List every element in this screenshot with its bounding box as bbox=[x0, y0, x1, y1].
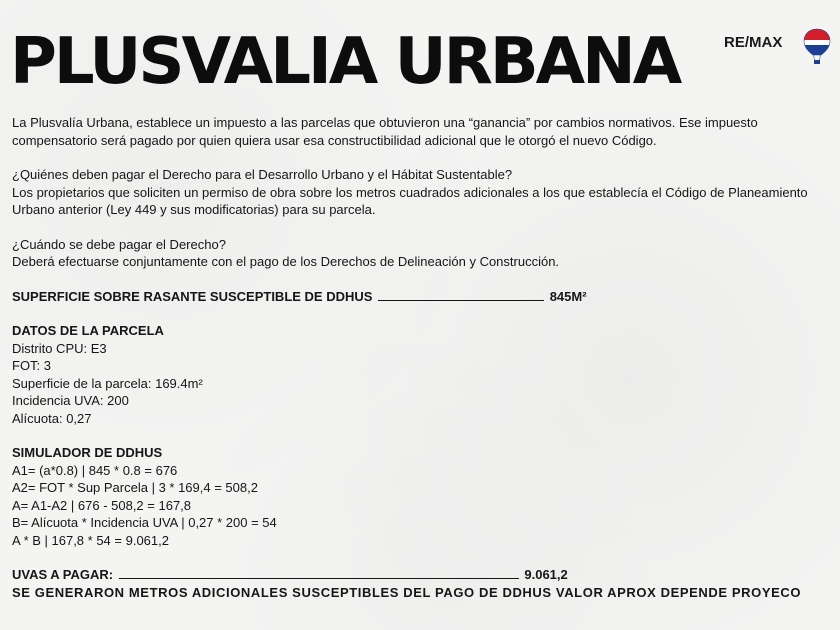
who-answer-line-2: Urbano anterior (Ley 449 y sus modificatorias) para su parcela. bbox=[12, 202, 376, 217]
hot-air-balloon-icon bbox=[803, 28, 831, 66]
parcel-item: Alícuota: 0,27 bbox=[12, 410, 92, 426]
simulator-item: B= Alícuota * Incidencia UVA | 0,27 * 200 = 54 bbox=[12, 515, 277, 530]
document-body bbox=[12, 114, 832, 601]
intro-text-line-1: La Plusvalía Urbana, establece un impuesto a las parcelas que obtuvieron una “ganancia” por cambios normativos. Ese impuesto bbox=[12, 115, 758, 130]
total-value: 9.061,2 bbox=[524, 567, 568, 582]
simulator-item: A= A1-A2 | 676 - 508,2 = 167,8 bbox=[12, 497, 192, 513]
footer-note: SE GENERARON METROS ADICIONALES SUSCEPTIBLES DEL PAGO DE DDHUS VALOR APROX DEPENDE PROYECO bbox=[12, 584, 802, 600]
surface-label: SUPERFICIE SOBRE RASANTE SUSCEPTIBLE DE DDHUS bbox=[12, 288, 373, 304]
surface-row bbox=[12, 288, 832, 306]
brand-name: RE/MAX bbox=[724, 34, 783, 51]
surface-value: 845M² bbox=[549, 288, 587, 304]
total-row bbox=[12, 566, 832, 584]
fill-line bbox=[119, 578, 519, 579]
fill-line bbox=[378, 300, 544, 301]
who-answer-line-1: Los propietarios que soliciten un permiso de obra sobre los metros cuadrados adicionales a los que establecía el Código de Planeamiento bbox=[12, 184, 808, 200]
total-label: UVAS A PAGAR: bbox=[12, 567, 114, 582]
parcel-item: FOT: 3 bbox=[12, 358, 52, 373]
parcel-item: Superficie de la parcela: 169.4m² bbox=[12, 375, 203, 391]
simulator-item: A1= (a*0.8) | 845 * 0.8 = 676 bbox=[12, 462, 178, 478]
parcel-item: Distrito CPU: E3 bbox=[12, 340, 107, 356]
parcel-item: Incidencia UVA: 200 bbox=[12, 393, 129, 408]
intro-text-line-2: compensatorio será pagado por quien quiera usar esa constructibilidad adicional que le otorgó el nuevo Código. bbox=[12, 132, 657, 148]
when-question: ¿Cuándo se debe pagar el Derecho? bbox=[12, 236, 226, 252]
page-title: PLUSVALIA URBANA bbox=[10, 25, 680, 99]
simulator-heading: SIMULADOR DE DDHUS bbox=[12, 445, 163, 460]
parcel-heading: DATOS DE LA PARCELA bbox=[12, 323, 164, 338]
simulator-item: A * B | 167,8 * 54 = 9.061,2 bbox=[12, 532, 169, 548]
when-answer: Deberá efectuarse conjuntamente con el pago de los Derechos de Delineación y Construcción. bbox=[12, 254, 560, 269]
who-question: ¿Quiénes deben pagar el Derecho para el Desarrollo Urbano y el Hábitat Sustentable? bbox=[12, 167, 513, 182]
simulator-item: A2= FOT * Sup Parcela | 3 * 169,4 = 508,2 bbox=[12, 480, 258, 495]
